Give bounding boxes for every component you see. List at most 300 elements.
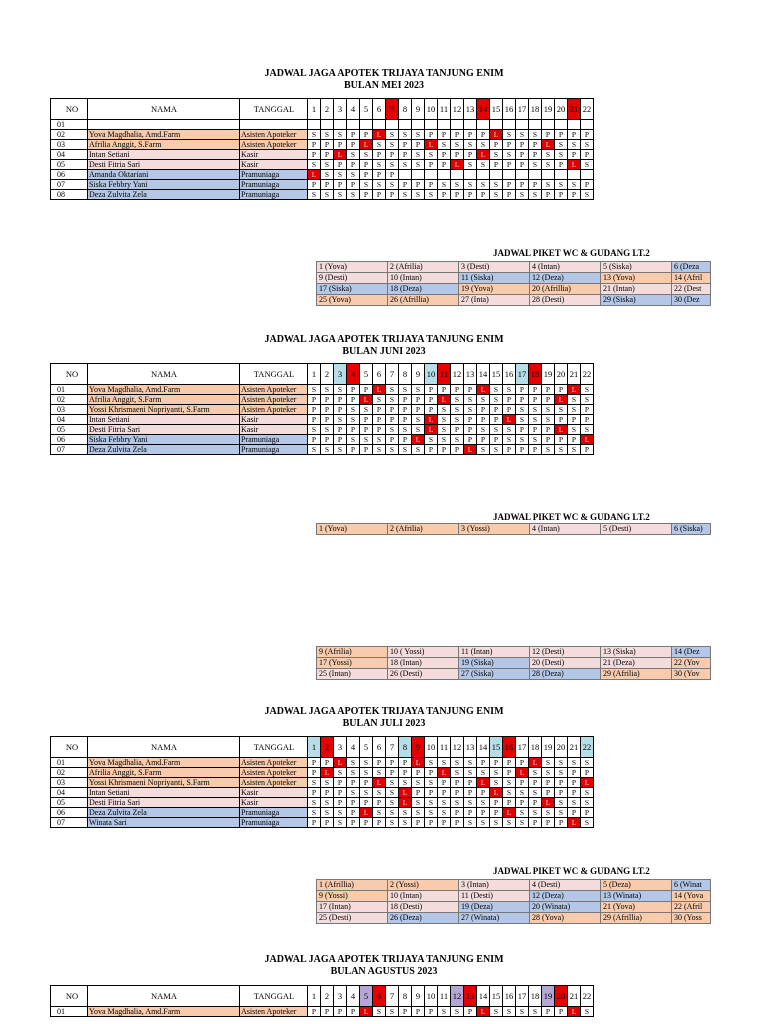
shift-cell: P — [321, 405, 334, 415]
shift-cell: P — [542, 130, 555, 140]
shift-cell: P — [399, 405, 412, 415]
shift-cell: P — [555, 1007, 568, 1017]
header-day: 16 — [503, 986, 516, 1007]
shift-cell: S — [581, 395, 594, 405]
header-day: 19 — [542, 737, 555, 758]
header-day: 3 — [334, 364, 347, 385]
shift-cell: S — [477, 445, 490, 455]
shift-cell: P — [438, 445, 451, 455]
shift-cell: P — [347, 808, 360, 818]
header-day: 3 — [334, 99, 347, 120]
shift-cell: P — [373, 425, 386, 435]
shift-cell: P — [451, 190, 464, 200]
shift-cell: S — [308, 160, 321, 170]
shift-cell: S — [425, 758, 438, 768]
piket-cell: 26 (Afrillia) — [388, 295, 459, 306]
shift-cell: P — [542, 1007, 555, 1017]
shift-cell: S — [451, 140, 464, 150]
shift-cell — [542, 170, 555, 180]
shift-cell: S — [542, 445, 555, 455]
staff-row — [51, 758, 594, 768]
shift-cell: L — [477, 778, 490, 788]
staff-role: Kasir — [240, 425, 308, 435]
schedule-title: JADWAL JAGA APOTEK TRIJAYA TANJUNG ENIM — [264, 334, 504, 345]
piket-cell: 18 (Intan) — [388, 658, 459, 669]
header-day: 8 — [399, 737, 412, 758]
shift-cell: P — [581, 445, 594, 455]
shift-cell: P — [477, 808, 490, 818]
shift-cell: P — [386, 170, 399, 180]
shift-cell: S — [412, 130, 425, 140]
shift-cell: S — [321, 385, 334, 395]
piket-cell: 11 (Desti) — [459, 891, 530, 902]
shift-cell: S — [529, 1007, 542, 1017]
shift-cell: P — [412, 405, 425, 415]
staff-role — [240, 120, 308, 130]
shift-cell — [477, 120, 490, 130]
shift-cell: L — [438, 768, 451, 778]
piket-cell: 1 (Afrillia) — [317, 880, 388, 891]
shift-cell: P — [542, 385, 555, 395]
shift-cell: S — [477, 768, 490, 778]
header-day: 15 — [490, 986, 503, 1007]
shift-cell: S — [412, 160, 425, 170]
shift-cell: P — [347, 798, 360, 808]
piket-cell: 28 (Deza) — [530, 669, 601, 680]
shift-cell: P — [438, 190, 451, 200]
header-day: 3 — [334, 986, 347, 1007]
header-day: 20 — [555, 737, 568, 758]
shift-cell: P — [399, 768, 412, 778]
shift-cell — [464, 170, 477, 180]
shift-cell: S — [451, 798, 464, 808]
shift-cell: L — [373, 385, 386, 395]
schedule-month: BULAN JUNI 2023 — [342, 346, 426, 357]
piket-cell: 29 (Afrilia) — [601, 669, 672, 680]
shift-cell: S — [451, 180, 464, 190]
header-day: 22 — [581, 986, 594, 1007]
shift-cell: S — [581, 758, 594, 768]
piket-cell: 28 (Desti) — [530, 295, 601, 306]
shift-cell: P — [425, 395, 438, 405]
header-day: 13 — [464, 364, 477, 385]
shift-cell: P — [568, 778, 581, 788]
row-number: 05 — [51, 160, 88, 170]
header-nama: NAMA — [88, 737, 240, 758]
header-nama: NAMA — [88, 364, 240, 385]
shift-cell: S — [308, 190, 321, 200]
shift-cell: P — [373, 405, 386, 415]
shift-cell: S — [347, 435, 360, 445]
header-no: NO — [51, 737, 88, 758]
shift-cell: L — [490, 788, 503, 798]
shift-cell: P — [425, 788, 438, 798]
shift-cell: P — [438, 778, 451, 788]
shift-cell: P — [451, 788, 464, 798]
shift-cell — [425, 120, 438, 130]
shift-cell: P — [399, 415, 412, 425]
shift-cell: S — [438, 405, 451, 415]
shift-cell: S — [568, 395, 581, 405]
shift-cell: S — [386, 808, 399, 818]
staff-name: Desti Fitria Sari — [88, 160, 240, 170]
shift-cell: L — [373, 130, 386, 140]
header-day: 12 — [451, 986, 464, 1007]
shift-cell: P — [308, 768, 321, 778]
shift-cell: P — [581, 130, 594, 140]
shift-cell: P — [373, 818, 386, 828]
shift-cell — [412, 170, 425, 180]
shift-cell: L — [568, 818, 581, 828]
shift-cell: P — [308, 818, 321, 828]
header-day: 5 — [360, 99, 373, 120]
shift-cell — [529, 120, 542, 130]
shift-cell: S — [386, 818, 399, 828]
shift-cell: S — [321, 445, 334, 455]
shift-cell — [477, 170, 490, 180]
staff-name: Amanda Oktariani — [88, 170, 240, 180]
shift-cell: P — [321, 788, 334, 798]
shift-cell: P — [386, 190, 399, 200]
shift-cell: P — [516, 395, 529, 405]
piket-cell: 14 (Afril — [672, 273, 711, 284]
shift-cell: P — [516, 385, 529, 395]
shift-cell: S — [516, 818, 529, 828]
piket-table — [316, 646, 711, 680]
shift-cell: S — [308, 778, 321, 788]
shift-cell: P — [568, 435, 581, 445]
staff-row — [51, 180, 594, 190]
shift-cell: P — [308, 788, 321, 798]
piket-table — [316, 261, 711, 306]
shift-cell: L — [503, 415, 516, 425]
header-day: 9 — [412, 364, 425, 385]
shift-cell: P — [529, 818, 542, 828]
shift-cell: S — [568, 180, 581, 190]
shift-cell: L — [412, 435, 425, 445]
shift-cell: P — [503, 190, 516, 200]
shift-cell: S — [516, 1007, 529, 1017]
piket-title: JADWAL PIKET WC & GUDANG LT.2 — [493, 248, 650, 258]
shift-cell: P — [308, 758, 321, 768]
shift-cell: P — [425, 130, 438, 140]
header-day: 19 — [542, 986, 555, 1007]
shift-cell: P — [451, 778, 464, 788]
header-day: 10 — [425, 737, 438, 758]
shift-cell: S — [464, 160, 477, 170]
staff-row — [51, 445, 594, 455]
staff-role: Asisten Apoteker — [240, 405, 308, 415]
header-day: 18 — [529, 364, 542, 385]
shift-cell: S — [321, 190, 334, 200]
staff-name: Yova Magdhalia, Amd.Farm — [88, 758, 240, 768]
shift-cell: S — [581, 425, 594, 435]
shift-cell: S — [516, 405, 529, 415]
shift-cell: P — [425, 180, 438, 190]
shift-cell: S — [373, 808, 386, 818]
header-day: 16 — [503, 99, 516, 120]
shift-cell — [334, 120, 347, 130]
shift-cell: S — [490, 445, 503, 455]
piket-cell: 22 (Dest — [672, 284, 711, 295]
header-day: 17 — [516, 99, 529, 120]
shift-cell: P — [360, 415, 373, 425]
shift-cell: S — [464, 818, 477, 828]
piket-cell: 11 (Intan) — [459, 647, 530, 658]
shift-cell: P — [412, 140, 425, 150]
shift-cell: S — [490, 425, 503, 435]
shift-cell: S — [386, 130, 399, 140]
row-number: 01 — [51, 758, 88, 768]
shift-cell: P — [477, 130, 490, 140]
shift-cell: P — [516, 798, 529, 808]
shift-cell: L — [360, 1007, 373, 1017]
piket-cell: 18 (Deza) — [388, 284, 459, 295]
shift-cell: P — [529, 395, 542, 405]
shift-cell: S — [555, 768, 568, 778]
shift-cell: S — [542, 415, 555, 425]
shift-cell: P — [503, 180, 516, 190]
piket-cell: 12 (Desti) — [530, 647, 601, 658]
shift-cell: S — [568, 140, 581, 150]
shift-cell: P — [581, 180, 594, 190]
piket-cell: 28 (Yova) — [530, 913, 601, 924]
header-day: 20 — [555, 99, 568, 120]
shift-cell: S — [334, 768, 347, 778]
shift-cell: P — [451, 150, 464, 160]
shift-cell: P — [503, 395, 516, 405]
shift-cell: P — [451, 425, 464, 435]
piket-cell: 6 (Winat — [672, 880, 711, 891]
shift-cell: S — [373, 140, 386, 150]
shift-cell: P — [347, 140, 360, 150]
shift-cell: P — [555, 160, 568, 170]
piket-cell: 22 (Afril — [672, 902, 711, 913]
staff-role: Pramuniaga — [240, 808, 308, 818]
shift-cell: P — [477, 435, 490, 445]
shift-cell: S — [464, 395, 477, 405]
shift-cell: L — [308, 170, 321, 180]
shift-cell: S — [386, 788, 399, 798]
shift-cell: S — [438, 1007, 451, 1017]
header-day: 12 — [451, 99, 464, 120]
shift-cell: L — [438, 395, 451, 405]
shift-cell: S — [568, 405, 581, 415]
piket-cell: 10 (Intan) — [388, 891, 459, 902]
header-day: 21 — [568, 986, 581, 1007]
shift-cell: S — [529, 435, 542, 445]
shift-cell: P — [542, 435, 555, 445]
shift-cell: S — [503, 150, 516, 160]
shift-cell: P — [321, 818, 334, 828]
shift-cell: S — [360, 150, 373, 160]
schedule-title: JADWAL JAGA APOTEK TRIJAYA TANJUNG ENIM — [264, 954, 504, 965]
shift-cell: P — [373, 798, 386, 808]
shift-cell: S — [360, 788, 373, 798]
shift-cell: S — [581, 1007, 594, 1017]
schedule-month: BULAN MEI 2023 — [343, 80, 424, 91]
shift-cell: S — [347, 150, 360, 160]
staff-row — [51, 425, 594, 435]
row-number: 06 — [51, 808, 88, 818]
staff-name: Deza Zulvita Zela — [88, 190, 240, 200]
shift-cell: P — [360, 385, 373, 395]
shift-cell: L — [360, 395, 373, 405]
shift-cell: S — [438, 808, 451, 818]
shift-cell: S — [321, 160, 334, 170]
shift-cell: S — [503, 1007, 516, 1017]
shift-cell: S — [373, 768, 386, 778]
staff-row — [51, 405, 594, 415]
shift-cell: S — [529, 768, 542, 778]
header-day: 21 — [568, 364, 581, 385]
row-number: 07 — [51, 818, 88, 828]
schedule-table — [50, 98, 594, 200]
shift-cell: S — [334, 808, 347, 818]
row-number: 01 — [51, 1007, 88, 1017]
piket-row — [317, 658, 711, 669]
row-number: 05 — [51, 798, 88, 808]
shift-cell: P — [425, 768, 438, 778]
shift-cell: S — [555, 445, 568, 455]
shift-cell — [503, 170, 516, 180]
header-day: 15 — [490, 737, 503, 758]
shift-cell: S — [477, 180, 490, 190]
shift-cell: P — [529, 150, 542, 160]
staff-row — [51, 385, 594, 395]
staff-role: Pramuniaga — [240, 180, 308, 190]
piket-cell: 13 (Winata) — [601, 891, 672, 902]
row-number: 08 — [51, 190, 88, 200]
shift-cell: P — [308, 405, 321, 415]
shift-cell: P — [529, 180, 542, 190]
header-day: 1 — [308, 737, 321, 758]
piket-table — [316, 523, 711, 535]
staff-row — [51, 130, 594, 140]
header-tanggal: TANGGAL — [240, 99, 308, 120]
header-day: 5 — [360, 737, 373, 758]
shift-cell: L — [464, 445, 477, 455]
header-day: 6 — [373, 99, 386, 120]
row-number: 03 — [51, 778, 88, 788]
shift-cell: S — [581, 160, 594, 170]
staff-row — [51, 190, 594, 200]
shift-cell: S — [542, 808, 555, 818]
shift-cell: L — [360, 140, 373, 150]
shift-cell: S — [477, 798, 490, 808]
shift-cell: P — [308, 150, 321, 160]
shift-cell: S — [373, 180, 386, 190]
header-day: 19 — [542, 364, 555, 385]
piket-cell: 25 (Desti) — [317, 913, 388, 924]
shift-cell: S — [451, 415, 464, 425]
shift-cell — [516, 170, 529, 180]
piket-cell: 4 (Intan) — [530, 262, 601, 273]
shift-cell: S — [360, 180, 373, 190]
row-number: 02 — [51, 130, 88, 140]
shift-cell: S — [347, 405, 360, 415]
shift-cell: S — [555, 150, 568, 160]
shift-cell: P — [360, 778, 373, 788]
header-day: 16 — [503, 737, 516, 758]
header-day: 14 — [477, 986, 490, 1007]
header-day: 11 — [438, 986, 451, 1007]
shift-cell: S — [360, 435, 373, 445]
shift-cell: L — [477, 1007, 490, 1017]
shift-cell: S — [386, 1007, 399, 1017]
header-day: 21 — [568, 99, 581, 120]
shift-cell: S — [555, 758, 568, 768]
shift-cell: S — [490, 190, 503, 200]
shift-cell: S — [568, 425, 581, 435]
shift-cell: P — [360, 818, 373, 828]
shift-cell: P — [529, 778, 542, 788]
piket-cell: 2 (Afrilia) — [388, 262, 459, 273]
shift-cell: P — [321, 758, 334, 768]
header-day: 10 — [425, 364, 438, 385]
header-day: 13 — [464, 99, 477, 120]
shift-cell: S — [581, 385, 594, 395]
shift-cell: P — [477, 405, 490, 415]
piket-row — [317, 902, 711, 913]
shift-cell: L — [581, 778, 594, 788]
shift-cell: S — [347, 170, 360, 180]
header-day: 11 — [438, 737, 451, 758]
shift-cell: S — [516, 808, 529, 818]
piket-cell: 5 (Deza) — [601, 880, 672, 891]
shift-cell: P — [412, 768, 425, 778]
shift-cell — [321, 120, 334, 130]
shift-cell — [399, 120, 412, 130]
shift-cell: P — [321, 1007, 334, 1017]
shift-cell: P — [581, 405, 594, 415]
shift-cell: P — [503, 758, 516, 768]
row-number: 06 — [51, 170, 88, 180]
staff-row — [51, 788, 594, 798]
shift-cell: L — [542, 140, 555, 150]
shift-cell: S — [347, 768, 360, 778]
shift-cell: S — [568, 445, 581, 455]
schedule-month: BULAN JULI 2023 — [342, 718, 426, 729]
shift-cell: S — [516, 415, 529, 425]
shift-cell: P — [568, 130, 581, 140]
shift-cell: P — [503, 160, 516, 170]
piket-cell: 30 (Dez — [672, 295, 711, 306]
shift-cell: S — [412, 385, 425, 395]
piket-row — [317, 262, 711, 273]
header-day: 7 — [386, 986, 399, 1007]
header-day: 9 — [412, 737, 425, 758]
shift-cell: S — [451, 395, 464, 405]
shift-cell: P — [503, 405, 516, 415]
header-day: 14 — [477, 364, 490, 385]
shift-cell: P — [347, 130, 360, 140]
header-day: 17 — [516, 986, 529, 1007]
shift-cell: S — [399, 190, 412, 200]
shift-cell: P — [412, 395, 425, 405]
shift-cell: P — [438, 788, 451, 798]
row-number: 04 — [51, 788, 88, 798]
shift-cell: P — [451, 808, 464, 818]
shift-cell: S — [373, 1007, 386, 1017]
shift-cell: S — [412, 778, 425, 788]
piket-cell: 18 (Desti) — [388, 902, 459, 913]
shift-cell: P — [425, 160, 438, 170]
shift-cell — [451, 120, 464, 130]
shift-cell: P — [321, 140, 334, 150]
shift-cell: L — [321, 768, 334, 778]
shift-cell: P — [490, 415, 503, 425]
